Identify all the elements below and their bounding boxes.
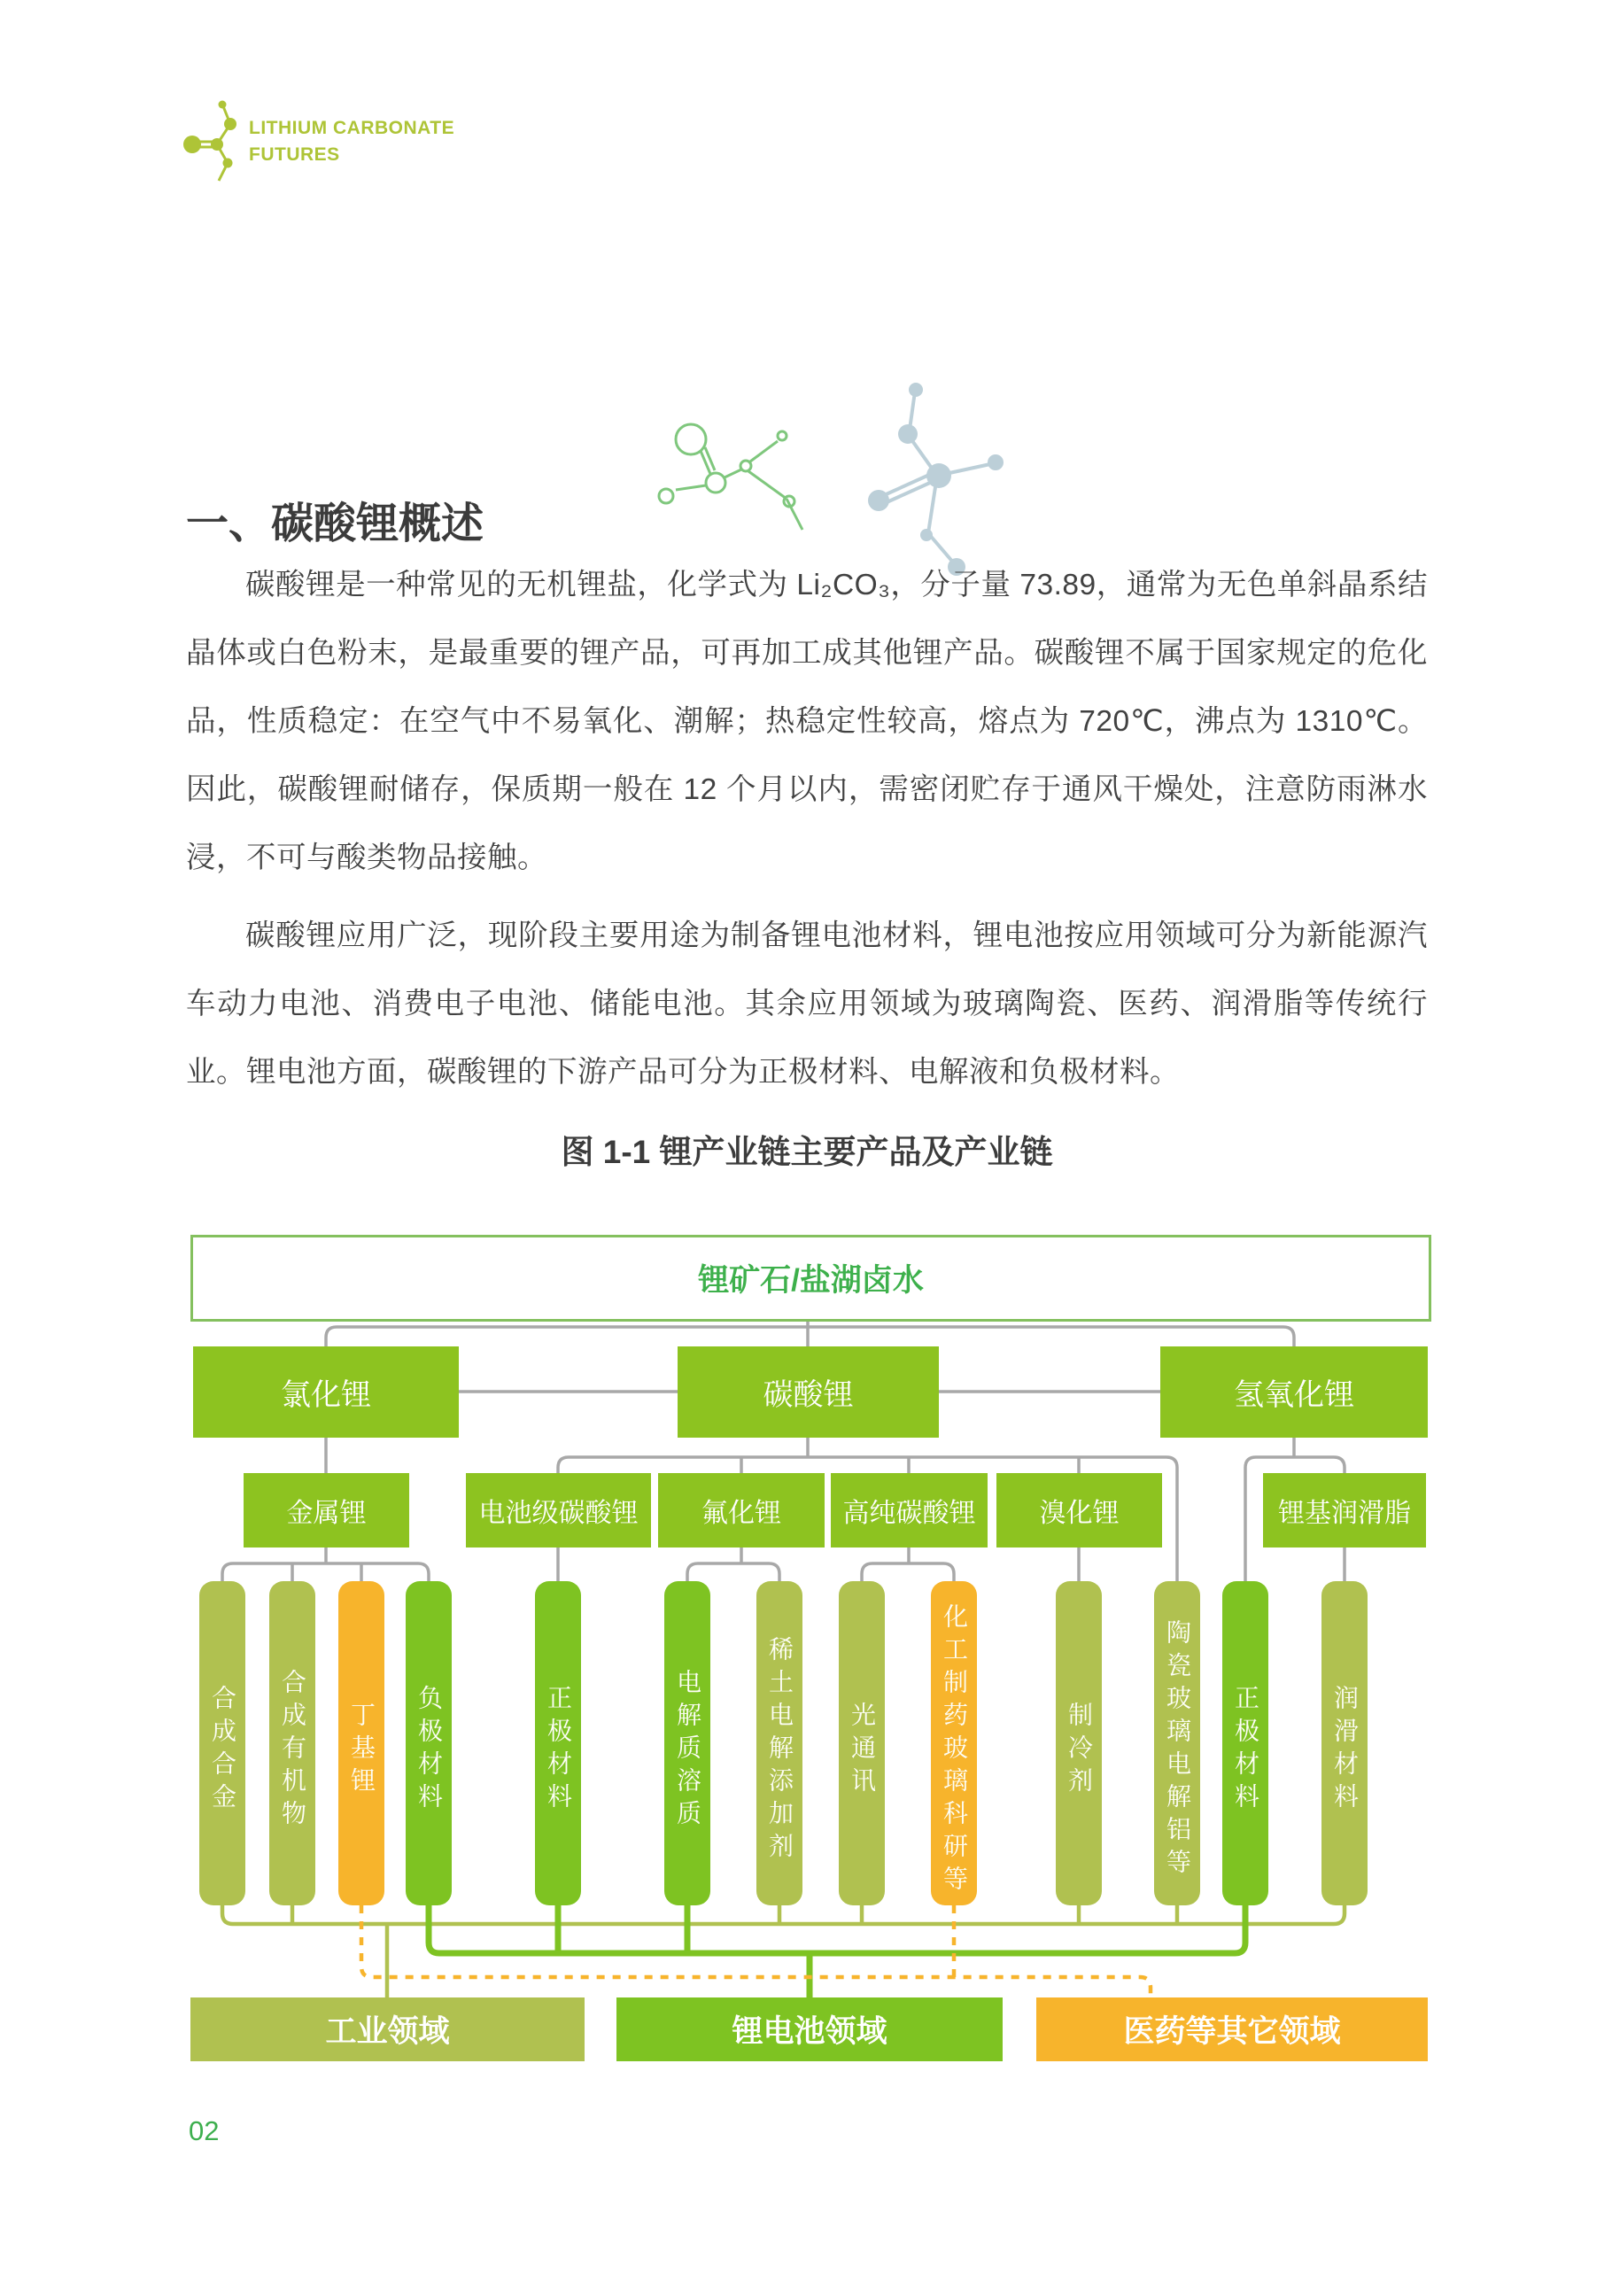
paragraph-1: 碳酸锂是一种常见的无机锂盐，化学式为 Li₂CO₃，分子量 73.89，通常为无色单斜晶系结晶体或白色粉末，是最重要的锂产品，可再加工成其他锂产品。碳酸锂不属于国家规定的危化品，性质稳定：在空气中不易氧化、潮解；热稳定性较高，熔点为 720℃，沸点为 1310℃。因此，碳酸锂耐储存，保质期一般在 12 个月以内，需密闭贮存于通风干燥处，注意防雨淋水浸，不可与酸类物品接触。 [186, 569, 1428, 874]
page-number: 02 [189, 2115, 220, 2146]
node-lithium-bromide: 溴化锂 [996, 1473, 1162, 1547]
node-label: 化工制药玻璃科研等 [941, 1602, 968, 1898]
node-butyllithium [338, 1581, 384, 1905]
node-lithium-ore-brine: 锂矿石/盐湖卤水 [190, 1235, 1431, 1322]
node-lithium-hydroxide: 氢氧化锂 [1160, 1346, 1428, 1438]
node-rare-earth-electrolysis-additive [756, 1581, 802, 1905]
node-label: 正极材料 [545, 1685, 572, 1816]
node-label: 制冷剂 [1066, 1701, 1093, 1800]
node-cathode-material-left [535, 1581, 581, 1905]
paragraph-2: 碳酸锂应用广泛，现阶段主要用途为制备锂电池材料，锂电池按应用领域可分为新能源汽车动力电池、消费电子电池、储能电池。其余应用领域为玻璃陶瓷、医药、润滑脂等传统行业。锂电池方面，碳酸锂的下游产品可分为正极材料、电解液和负极材料。 [186, 919, 1428, 1089]
node-lithium-fluoride: 氟化锂 [658, 1473, 825, 1547]
node-lithium-battery-field: 锂电池领域 [616, 1997, 1003, 2061]
node-label: 合成有机物 [279, 1668, 306, 1833]
node-label: 光通讯 [849, 1701, 876, 1800]
node-label: 正极材料 [1232, 1685, 1259, 1816]
node-pharma-other-field: 医药等其它领域 [1036, 1997, 1428, 2061]
figure-caption: 图 1-1 锂产业链主要产品及产业链 [561, 1134, 1053, 1170]
node-label: 丁基锂 [348, 1701, 376, 1800]
node-label: 电解质溶质 [674, 1668, 701, 1833]
node-lithium-grease: 锂基润滑脂 [1263, 1473, 1426, 1547]
node-ceramics-glass-electrolytic-aluminum [1154, 1581, 1200, 1905]
node-synthetic-alloy [199, 1581, 245, 1905]
section-title: 一、碳酸锂概述 [186, 500, 484, 547]
node-lithium-metal: 金属锂 [244, 1473, 409, 1547]
node-lubricant-material [1321, 1581, 1368, 1905]
node-refrigerant [1056, 1581, 1102, 1905]
node-label: 润滑材料 [1331, 1685, 1359, 1816]
node-label: 陶瓷玻璃电解铝等 [1164, 1619, 1191, 1881]
logo-line2: FUTURES [249, 144, 340, 165]
node-cathode-material-right [1222, 1581, 1268, 1905]
node-optical-communication [839, 1581, 885, 1905]
node-industrial-field: 工业领域 [190, 1997, 585, 2061]
node-synthetic-organics [269, 1581, 315, 1905]
node-high-purity-lithium-carbonate: 高纯碳酸锂 [831, 1473, 988, 1547]
node-label: 合成合金 [209, 1685, 236, 1816]
node-electrolyte-solute [664, 1581, 710, 1905]
node-lithium-chloride: 氯化锂 [193, 1346, 459, 1438]
node-label: 稀土电解添加剂 [766, 1635, 794, 1866]
node-label: 负极材料 [415, 1685, 443, 1816]
node-lithium-carbonate: 碳酸锂 [678, 1346, 939, 1438]
node-battery-grade-lithium-carbonate: 电池级碳酸锂 [466, 1473, 651, 1547]
node-chemical-pharma-glass-research [931, 1581, 977, 1905]
logo-line1: LITHIUM CARBONATE [249, 118, 455, 138]
node-anode-material [406, 1581, 452, 1905]
